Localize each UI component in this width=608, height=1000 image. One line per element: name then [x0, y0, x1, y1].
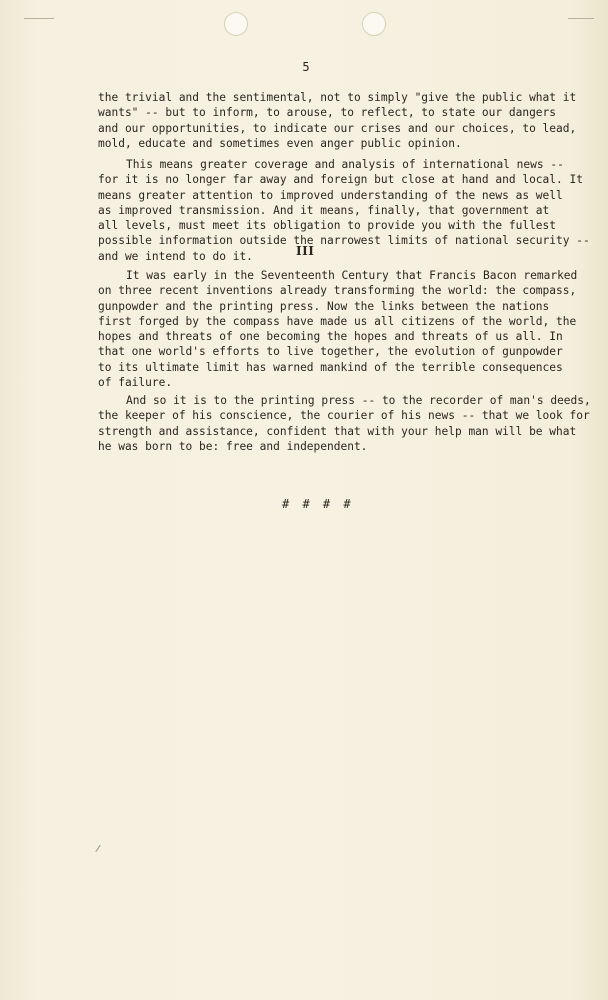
paragraph-1: [98, 90, 577, 151]
text-line: This means greater coverage and analysis of international news --: [126, 158, 564, 171]
text-line: he was born to be: free and independent.: [98, 439, 368, 453]
text-line: possible information outside the narrowest limits of national security --: [98, 234, 590, 248]
paragraph-2: [98, 157, 590, 264]
text-line: first forged by the compass have made us all citizens of the world, the: [98, 314, 577, 328]
section-number: III: [296, 244, 315, 258]
text-line: the keeper of his conscience, the courier of his news -- that we look for: [98, 409, 590, 423]
text-line: wants" -- but to inform, to arouse, to reflect, to state our dangers: [98, 106, 557, 120]
scan-mark: [24, 18, 54, 19]
text-line: It was early in the Seventeenth Century that Francis Bacon remarked: [126, 269, 578, 282]
text-line: all levels, must meet its obligation to provide you with the fullest: [98, 219, 557, 233]
text-line: for it is no longer far away and foreign but close at hand and local. It: [98, 173, 583, 187]
punch-hole: [224, 12, 248, 36]
text-line: gunpowder and the printing press. Now the links between the nations: [98, 299, 550, 313]
text-line: on three recent inventions already transforming the world: the compass,: [98, 284, 577, 298]
text-line: that one world's efforts to live together, the evolution of gunpowder: [98, 345, 563, 359]
text-line: and our opportunities, to indicate our crises and our choices, to lead,: [98, 121, 577, 135]
text-line: to its ultimate limit has warned mankind of the terrible consequences: [98, 360, 563, 374]
scan-mark: [568, 18, 594, 19]
end-mark: # # # #: [282, 497, 354, 511]
text-line: mold, educate and sometimes even anger public opinion.: [98, 136, 462, 150]
text-line: the trivial and the sentimental, not to simply "give the public what it: [98, 91, 577, 104]
text-line: of failure.: [98, 376, 173, 390]
text-line: And so it is to the printing press -- to the recorder of man's deeds,: [126, 394, 591, 407]
text-line: as improved transmission. And it means, finally, that government at: [98, 203, 550, 217]
punch-hole: [362, 12, 386, 36]
scan-mark: [95, 845, 100, 852]
text-line: hopes and threats of one becoming the hopes and threats of us all. In: [98, 330, 563, 344]
text-line: and we intend to do it.: [98, 249, 253, 263]
text-line: means greater attention to improved understanding of the news as well: [98, 188, 563, 202]
page-number: 5: [302, 60, 310, 74]
text-line: strength and assistance, confident that with your help man will be what: [98, 424, 577, 438]
paragraph-3: [98, 268, 578, 390]
paragraph-4: [98, 393, 591, 454]
